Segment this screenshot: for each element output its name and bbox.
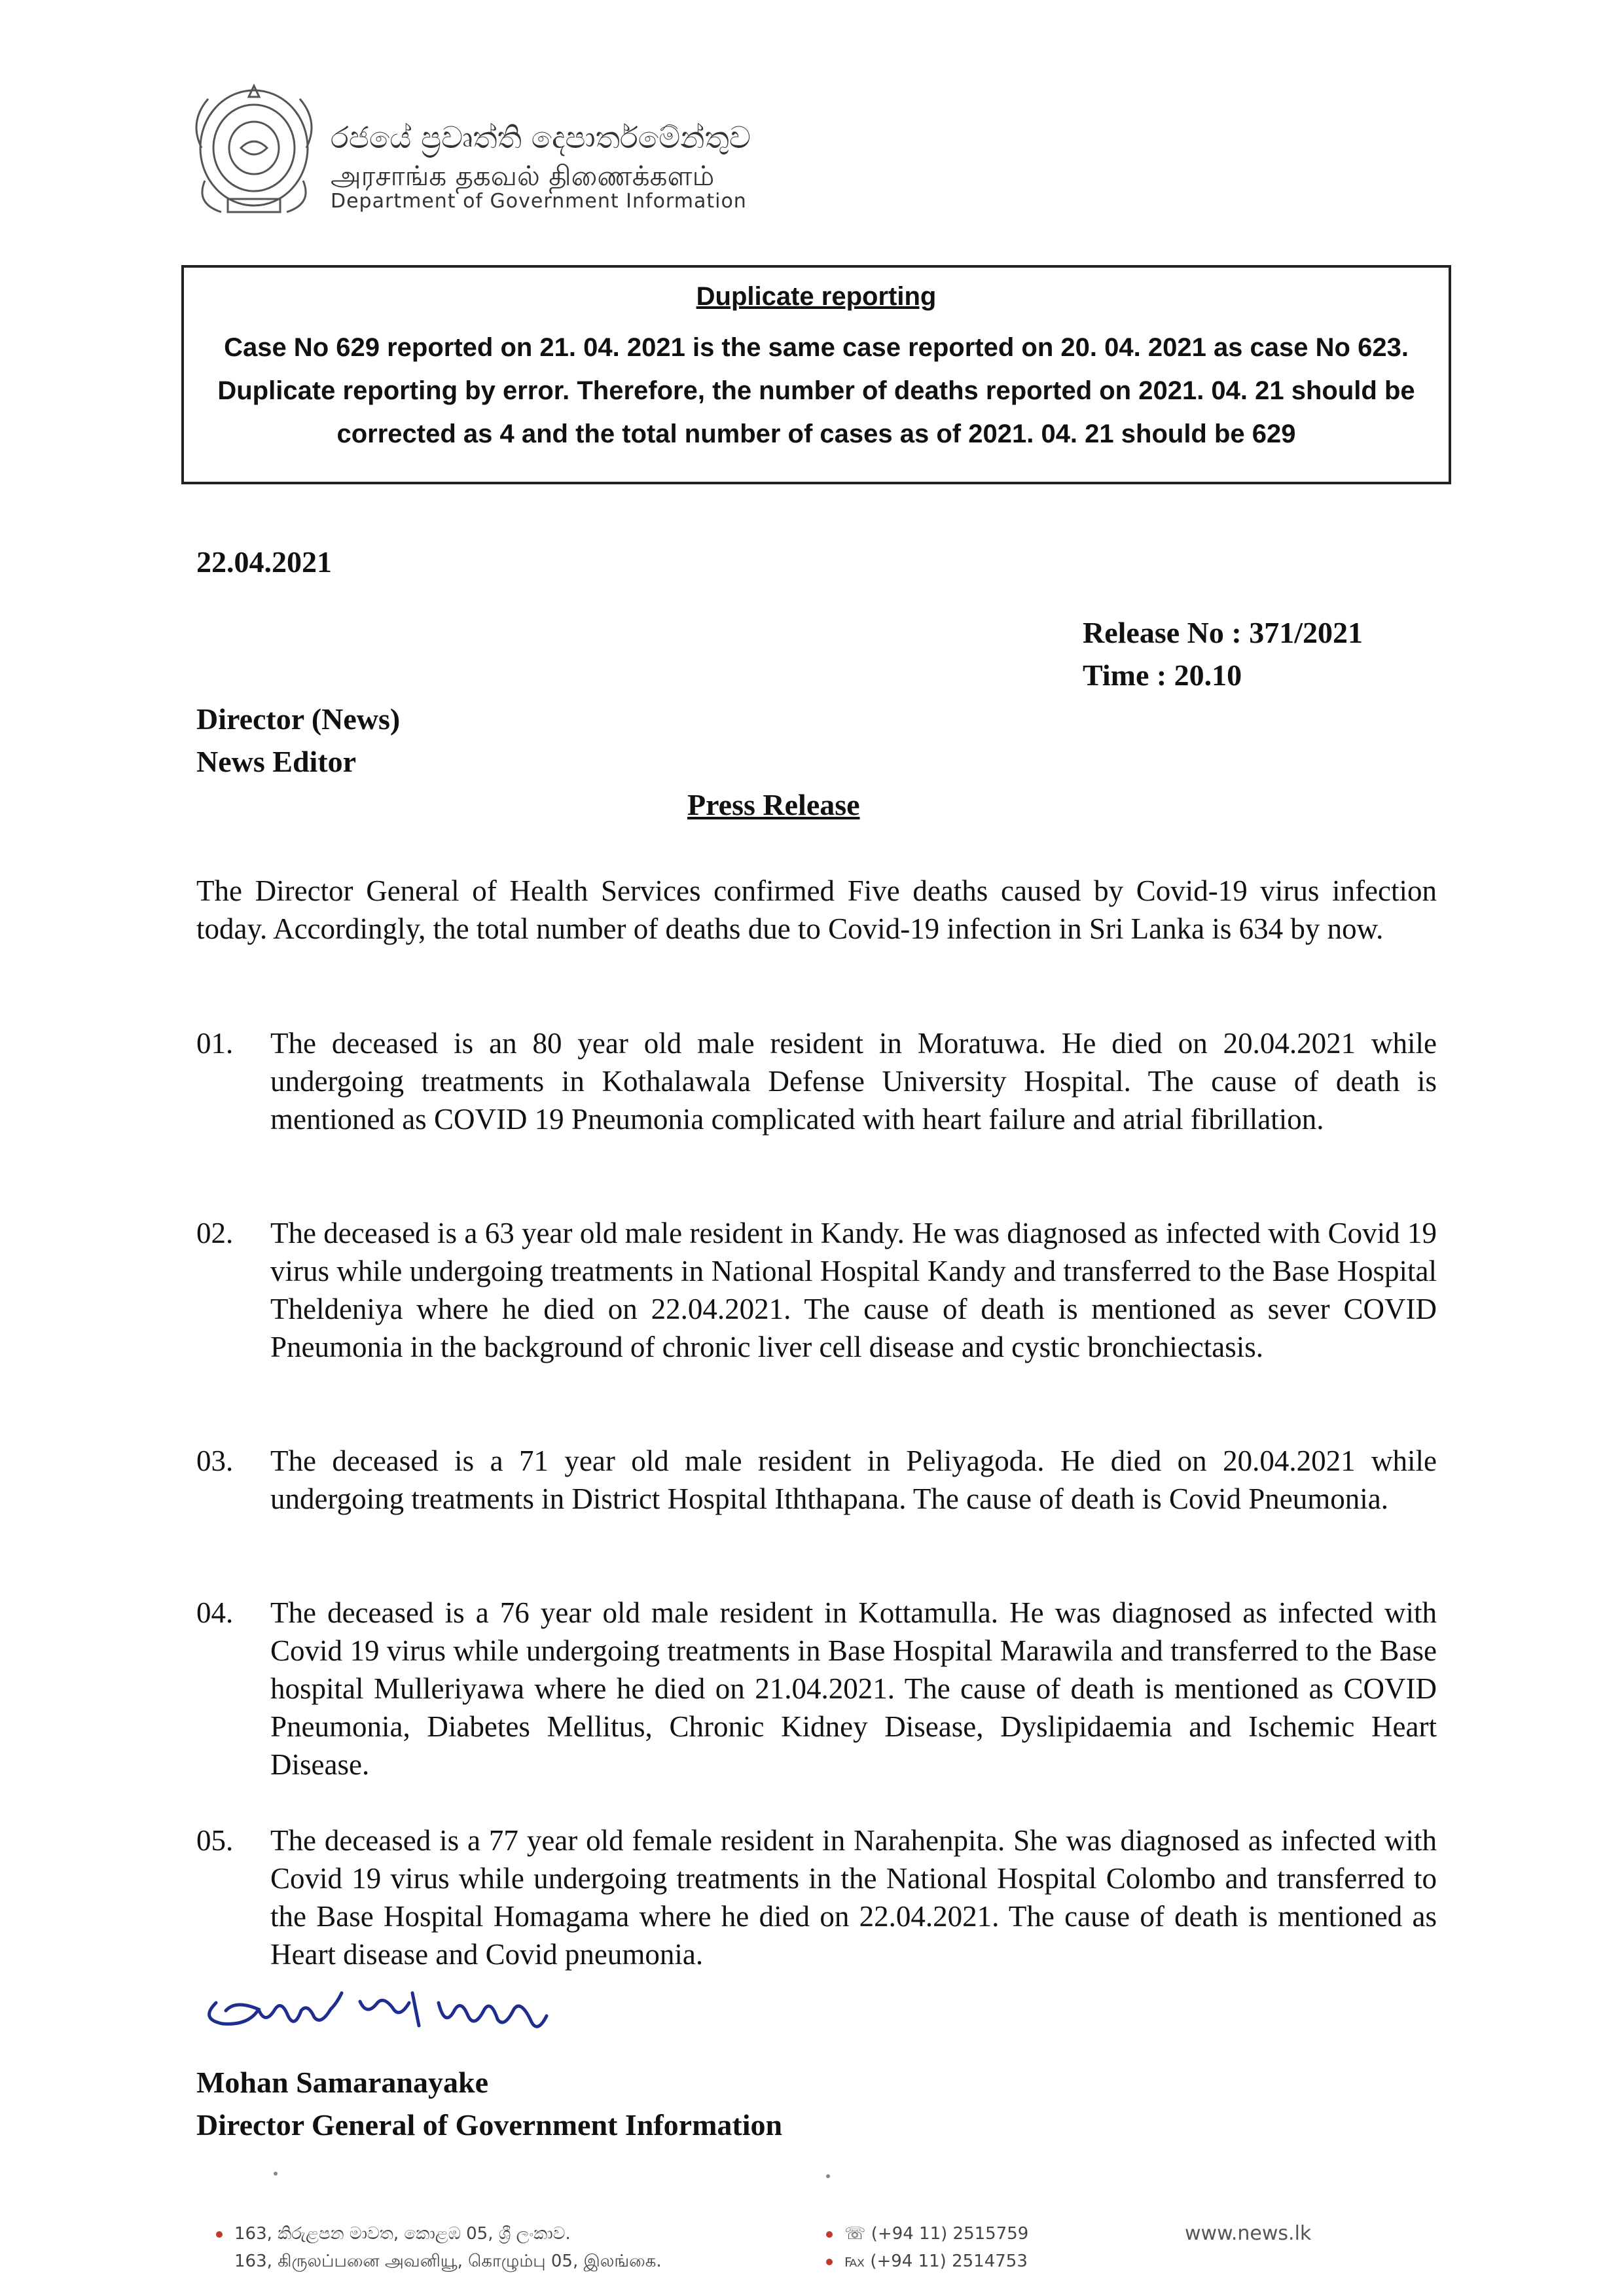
handwritten-signature <box>196 1964 563 2055</box>
scan-speck <box>274 2172 278 2176</box>
list-item-number: 05. <box>196 1824 234 1857</box>
signatory-title: Director General of Government Information <box>196 2108 783 2142</box>
fax-icon: ℻ <box>844 2251 871 2271</box>
list-item-text: The deceased is a 76 year old male resident in Kottamulla. He was diagnosed as infected with Covid 19 virus while undergoing treatments in Base Hospital Marawila and transferred to the Base hospital Mulleriyawa where he died on 21.04.2021. The cause of death is mentioned as COVID Pneumonia, Diabetes Mellitus, Chronic Kidney Disease, Dyslipidaemia and Ischemic Heart Disease. <box>270 1596 1437 1781</box>
duplicate-notice-box <box>181 265 1451 484</box>
release-date: 22.04.2021 <box>196 545 332 579</box>
list-item-text: The deceased is a 71 year old male resident in Peliyagoda. He died on 20.04.2021 while undergoing treatments in District Hospital Iththapana. The cause of death is Covid Pneumonia. <box>270 1444 1437 1515</box>
phone-icon: ☏ <box>844 2224 871 2244</box>
signatory-name: Mohan Samaranayake <box>196 2066 488 2099</box>
footer-website: www.news.lk <box>1185 2222 1312 2245</box>
list-item <box>196 1442 1437 1518</box>
org-name-english: Department of Government Information <box>331 190 747 213</box>
sri-lanka-emblem-icon <box>175 82 333 217</box>
list-item-number: 01. <box>196 1027 234 1060</box>
footer-address-tamil: 163, கிருலப்பனை அவனியூ, கொழும்பு 05, இலங்கை. <box>234 2251 662 2271</box>
list-item-text: The deceased is a 77 year old female resident in Narahenpita. She was diagnosed as infected with Covid 19 virus while undergoing treatments in the National Hospital Colombo and transferred to the Base Hospital Homagama where he died on 22.04.2021. The cause of death is mentioned as Heart disease and Covid pneumonia. <box>270 1824 1437 1971</box>
recipient-director-news: Director (News) <box>196 702 401 736</box>
scan-speck <box>826 2174 830 2178</box>
release-time: Time : 20.10 <box>1083 658 1242 692</box>
list-item-number: 02. <box>196 1217 234 1249</box>
bullet-icon <box>826 2259 833 2265</box>
bullet-icon <box>826 2231 833 2238</box>
list-item-text: The deceased is an 80 year old male resident in Moratuwa. He died on 20.04.2021 while undergoing treatments in Kothalawala Defense University Hospital. The cause of death is mentioned as COVID 19 Pneumonia complicated with heart failure and atrial fibrillation. <box>270 1027 1437 1136</box>
footer-fax <box>826 2251 1028 2271</box>
footer-address-sinhala-text: 163, කිරුළපන මාවත, කොළඹ 05, ශ්‍රී ලංකාව. <box>234 2224 571 2244</box>
release-number: Release No : 371/2021 <box>1083 616 1363 649</box>
list-item-number: 03. <box>196 1444 234 1477</box>
list-item-number: 04. <box>196 1596 234 1629</box>
press-release-title: Press Release <box>687 788 860 821</box>
footer-fax-number: (+94 11) 2514753 <box>870 2251 1028 2271</box>
notice-body: Case No 629 reported on 21. 04. 2021 is the same case reported on 20. 04. 2021 as case No 623. Duplicate reporting by error. Therefore, the number of deaths reported on 2021. 04. 21 should be corrected as 4 and the total number of cases as of 2021. 04. 21 should be 629 <box>217 333 1415 448</box>
list-item <box>196 1821 1437 1973</box>
list-item <box>196 1024 1437 1138</box>
list-item-text: The deceased is a 63 year old male resident in Kandy. He was diagnosed as infected with Covid 19 virus while undergoing treatments in National Hospital Kandy and transferred to the Base Hospital Theldeniya where he died on 22.04.2021. The cause of death is mentioned as sever COVID Pneumonia in the background of chronic liver cell disease and cystic bronchiectasis. <box>270 1217 1437 1363</box>
org-name-tamil: அரசாங்க தகவல் திணைக்களம் <box>331 160 715 192</box>
org-name-sinhala: රජයේ ප්‍රවෘත්ති දෙපාර්තමේන්තුව <box>331 120 751 155</box>
bullet-icon <box>216 2231 223 2238</box>
footer-telephone-number: (+94 11) 2515759 <box>871 2224 1029 2244</box>
list-item <box>196 1594 1437 1784</box>
notice-title: Duplicate reporting <box>696 282 937 311</box>
list-item <box>196 1214 1437 1366</box>
recipient-news-editor: News Editor <box>196 745 357 778</box>
intro-paragraph: The Director General of Health Services confirmed Five deaths caused by Covid-19 virus infection today. Accordingly, the total number of deaths due to Covid-19 infection in Sri Lanka is 634 by now. <box>196 874 1437 945</box>
footer-address-sinhala <box>216 2224 571 2244</box>
footer-telephone <box>826 2224 1028 2244</box>
